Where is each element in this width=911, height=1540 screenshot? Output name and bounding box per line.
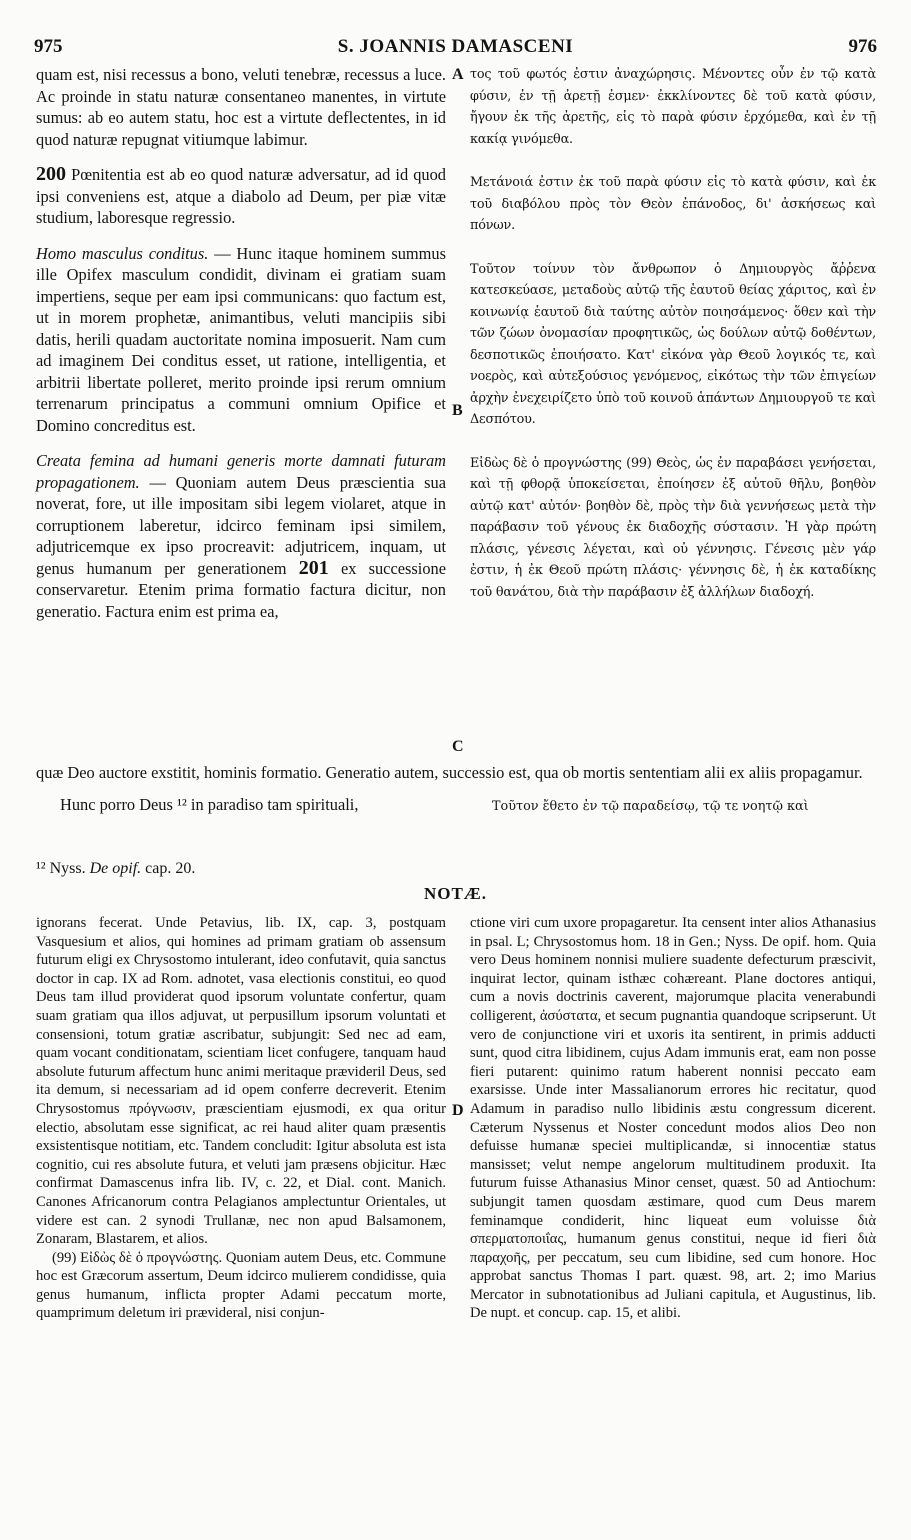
latin-column	[36, 64, 446, 622]
notes-left-column	[36, 914, 446, 1323]
page-header	[34, 36, 877, 60]
page-number-right: 976	[848, 36, 877, 57]
greek-paragraph: Εἰδὼς δὲ ὁ προγνώστης (99) Θεὸς, ὡς ἐν παραβάσει γενήσεται, καὶ τῇ φθορᾷ ὑποκείσεται, ἐποίησεν ἐξ αὐτοῦ θῆλυ, βοηθὸν αὐτῷ κατ' αὐτόν· βοηθὸν δὲ, πρὸς τὴν διὰ γεννήσεως μετὰ τὴν παράβασιν τοῦ γένους ἐκ διαδοχῆς σύστασιν. Ἡ γὰρ πρώτη πλάσις, γένεσις λέγεται, καὶ οὐ γέννησις. Γένεσις μὲν γάρ ἐστιν, ἡ ἐκ Θεοῦ πρώτη πλάσις· γέννησις δὲ, ἡ ἐκ καταδίκης τοῦ θανάτου, διὰ τὴν παράβασιν ἐξ ἀλλήλων διαδοχή.	[470, 455, 876, 600]
section-number: 201	[298, 556, 329, 579]
footnote-cap: cap. 20.	[145, 860, 196, 877]
notes-title: NOTÆ.	[423, 884, 488, 903]
greek-paragraph: Τοῦτον τοίνυν τὸν ἄνθρωπον ὁ Δημιουργὸς ἄῤῥενα κατεσκεύασε, μεταδοὺς αὐτῷ τῆς ἑαυτοῦ θείας χάριτος, καὶ ἐν κοινωνίᾳ ἑαυτοῦ διὰ ταύτης αὐτὸν ποιησάμενος· ὅθεν καὶ τὴν τῶν ζώων ὀνομασίαν προφητικῶς, ὡς δούλων αὐτῷ δοθέντων, δεσποτικῶς ἐποιήσατο. Κατ' εἰκόνα γὰρ Θεοῦ λογικός τε, καὶ νοερὸς, καὶ αὐτεξούσιος γενόμενος, εἰκότως τὴν τῶν ἐπιγείων ἀρχὴν ἐνεχειρίζετο ὑπὸ τοῦ κοινοῦ ἁπάντων Δημιουργοῦ τε καὶ Δεσπότου.	[470, 261, 876, 427]
latin-paragraph	[36, 164, 446, 229]
footnote-ref: ¹² Nyss.	[36, 860, 86, 877]
note-paragraph: ignorans fecerat. Unde Petavius, lib. IX, cap. 3, postquam Vasquesium et alios, qui homines ad primam gratiam ob assensum futurum eligi ex Chrysostomo intulerant, ideo confutavit, quia sanctus doctor in cap. IX ad Rom. adnotet, vasa electionis constitui, eo quod Deus tam illud providerat quod ipsorum voluntate confertur, quam suam gratiam qua illos adjuvat, ut perpusillum ipsorum voluntati et consensioni, totum gratiæ ascribatur, subjungit: Sed nec ad eam, quam vocant conditionatam, scientiam licet confugere, tanquam haud absolute futurum affectum hunc animi meritaque prævideril Deus, sed ita demum, si necessariam ad id opem conferre decreverit. Etenim Chrysostomus πρόγνωσιν, præscientiam ejusmodi, ex qua oritur electio, absolutam esse significat, ac rei haud aliter quam præsentis exsistentisque notitiam, etc. Tandem concludit: Igitur absoluta est ista cognitio, cui res absolute futura, et veluti jam præsens objicitur. Hæc confirmat Damascenus infra lib. IV, c. 22, et Dial. cont. Manich. Canones Africanorum contra Pelagianos amplectuntur Orientales, ut videre est can. 2 synodi Trullanæ, nec non apud Balsamonem, Zonaram, Blastarem, et alios.	[36, 915, 446, 1248]
greek-column	[470, 64, 876, 603]
latin-paragraph: quam est, nisi recessus a bono, veluti tenebræ, recessus a luce. Ac proinde in statu naturæ consentaneo manentes, in virtute sumus: ab eo autem statu, hoc est a virtute deflectentes, in id quod naturæ repugnat vitiumque labimur.	[36, 65, 446, 149]
section-number: 200	[36, 163, 66, 185]
latin-text: — Hunc itaque hominem summus ille Opifex masculum condidit, divinam ei gratiam suam impertiens, seque per eam ipsi communicans: quo factum est, ut in morem prophetæ, animantibus, veluti mancipiis sibi datis, herili quadam auctoritate nomina imposuerit. Nam cum ad imaginem Dei conditus esset, ut ratione, intelligentia, et arbitrii libertate polleret, merito proinde ipsi rerum omnium terrenarum principatus a communi omnium Opifice et Domino concreditus est.	[36, 243, 446, 435]
margin-letter-d: D	[452, 1102, 464, 1119]
latin-text: — Quoniam autem Deus præscientia sua noverat, fore, ut ille impositam sibi legem violaret, atque in corruptionem laberetur, idcirco feminam ipsi similem, adjutricemque ex ipso procreavit: adjutricem, inquam, ut genus humanum per generationem	[36, 472, 446, 578]
latin-text: Pœnitentia est ab eo quod naturæ adversatur, ad id quod ipsi conveniens est, atque a diabolo ad Deum, per piæ vitæ studium, laboresque regressio.	[36, 165, 446, 227]
margin-letter-b: B	[452, 402, 463, 419]
footnote	[36, 860, 195, 878]
margin-letter-a: A	[452, 66, 464, 83]
margin-letter-c: C	[452, 738, 464, 755]
page-number-left: 975	[34, 36, 63, 57]
greek-paragraph: Μετάνοιά ἐστιν ἐκ τοῦ παρὰ φύσιν εἰς τὸ κατὰ φύσιν, καὶ ἐκ τοῦ διαβόλου πρὸς τὸν Θεὸν ἐπάνοδος, δι' ἀσκήσεως καὶ πόνων.	[470, 175, 876, 233]
full-width-text	[36, 762, 878, 816]
latin-text: ex successione conservaretur. Etenim prima formatio factura dicitur, non generatio. Factura enim est prima ea,	[36, 558, 446, 621]
latin-continuation: quæ Deo auctore exstitit, hominis formatio. Generatio autem, successio est, qua ob mortis sententiam alii ex aliis propagamur.	[36, 763, 863, 782]
note-paragraph: ctione viri cum uxore propagaretur. Ita censent inter alios Athanasius in psal. L; Chrysostomus hom. 18 in Gen.; Nyss. De opif. hom. Quia vero Deus hominem nonnisi muliere suadente defecturum præscivit, inquirat lector, quinam isthæc cohæreant. Plane doctores antiqui, cum a novis doctrinis caverent, majorumque placita venerabundi colligerent, ἀσύστατα, et secum pugnantia quandoque scripserunt. Ut vero de conjunctione viri et uxoris ita sentirent, in primis adducti sunt, quod citra libidinem, cujus Adam immunis erat, eam non posse fieri putarent: quinimo ratum haberent nonnisi peccato eam exarsisse. Unde inter Massalianorum errores hic recitatur, quod Adamum in paradiso nullo libidinis æstu congressum dicerent. Cæterum Nyssenus et Noster concedunt modos alios Deo non defuisse humanæ speciei multiplicandæ, si innocentiæ status mansisset; velut nempe angelorum multitudinem produxit. Ita futurum fuisse Athanasius Minor censet, quæst. 50 ad Antiochum: subjungit tamen quosdam æstimare, quod cum Deus marem feminamque condiderit, hinc liqueat eum voluisse διὰ σπερματοποιΐας, humanum genus constitui, neque id fieri διὰ παραχοῆς, per peccatum, seu cum libidine, sed cum honore. Hoc approbat sanctus Thomas I part. quæst. 98, art. 2; imo Marius Mercator in subnotationibus ad Juliani capitula, et Augustinus, lib. De nupt. et concup. cap. 15, et alibi.	[470, 915, 876, 1322]
notes-right-column	[470, 914, 876, 1323]
greek-paragraph: τος τοῦ φωτός ἐστιν ἀναχώρησις. Μένοντες οὖν ἐν τῷ κατὰ φύσιν, ἐν τῇ ἀρετῇ ἐσμεν· ἐκκλίνοντες δὲ τοῦ κατὰ φύσιν, ἤγουν ἐκ τῆς ἀρετῆς, εἰς τὸ παρὰ φύσιν ἐρχόμεθα, καὶ ἐν τῇ κακίᾳ γινόμεθα.	[470, 67, 876, 147]
running-title: S. JOANNIS DAMASCENI	[337, 36, 574, 57]
section-heading: Homo masculus conditus.	[36, 243, 209, 263]
greek-last-line: Τοῦτον ἔθετο ἐν τῷ παραδείσῳ, τῷ τε νοητῷ καὶ	[492, 798, 809, 814]
latin-paragraph	[36, 243, 446, 437]
latin-last-line: Hunc porro Deus ¹² in paradiso tam spirituali,	[60, 794, 359, 814]
footnote-work: De opif.	[89, 860, 142, 877]
note-paragraph: (99) Εἰδὼς δὲ ὁ προγνώστης. Quoniam autem Deus, etc. Commune hoc est Græcorum assertum, Deum idcirco mulierem condidisse, quia genus humanum, inflicta propter Adami peccatum morte, quamprimum deletum iri prævideral, nisi conjun-	[36, 1249, 446, 1322]
section-heading: Creata femina ad humani generis morte damnati futuram propagationem.	[36, 451, 446, 492]
latin-paragraph	[36, 450, 446, 622]
